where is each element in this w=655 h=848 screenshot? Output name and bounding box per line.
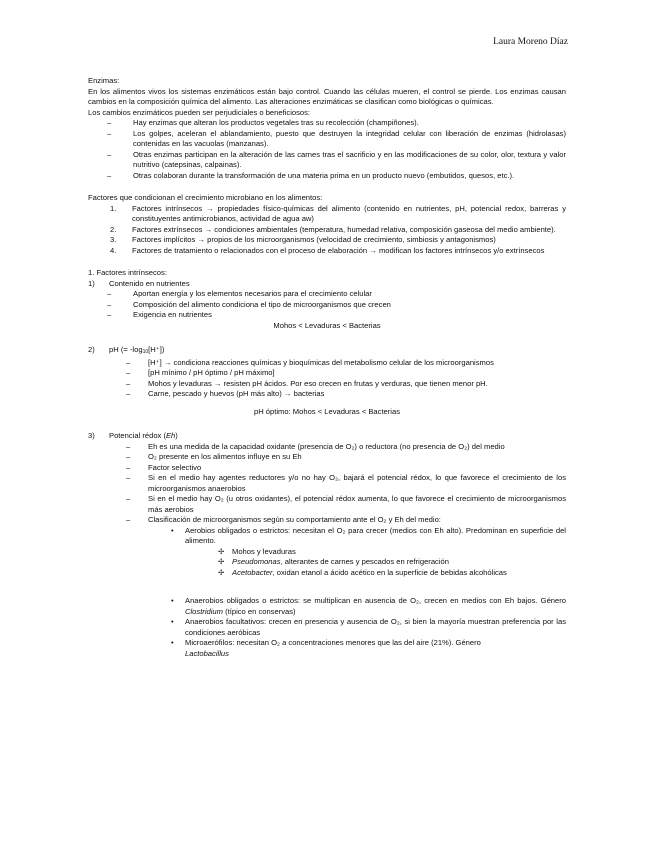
list-item: – Otras colaboran durante la transformación de una materia prima en un producto nuevo (embutidos, quesos, etc.).	[107, 170, 515, 180]
enzimas-list	[88, 118, 566, 181]
list-item: ✢ Pseudomonas, alterantes de carnes y pescados en refrigeración	[218, 557, 449, 566]
list-item: – Otras enzimas participan en la alteración de las carnes tras el sacrificio y en las modificaciones de su color, olor, textura y valor nutritivo (catepsinas, calpainas).	[107, 149, 566, 169]
list-item: – Mohos y levaduras → resisten pH ácidos. Por eso crecen en frutas y verduras, que tienen menor pH.	[126, 378, 488, 388]
list-item: – Si en el medio hay agentes reductores y/o no hay O₂, bajará el potencial rédox, lo que favorece el crecimiento de los microorganismos anaerobios	[126, 473, 566, 493]
enzimas-title: Enzimas:	[88, 76, 120, 85]
list-item: – Eh es una medida de la capacidad oxidante (presencia de O₂) o reductora (no presencia de O₂) del medio	[126, 441, 505, 451]
list-item: – [pH mínimo / pH óptimo / pH máximo]	[126, 368, 275, 377]
section-contenido: 1) Contenido en nutrientes	[88, 278, 190, 288]
list-item: 1. Factores intrínsecos → propiedades físico-químicas del alimento (contenido en nutrientes, pH, potencial redox, barreras y constituyentes antimicrobianos, actividad de agua aw)	[110, 203, 566, 223]
enzimas-lead: Los cambios enzimáticos pueden ser perjudiciales o beneficiosos:	[88, 107, 311, 117]
list-item: • Anaerobios facultativos: crecen en presencia y ausencia de O₂, si bien la mayoría muestran preferencia por las condiciones aeróbicas	[171, 617, 566, 637]
nutrientes-order: Mohos < Levaduras < Bacterias	[273, 320, 381, 330]
enzimas-paragraph: En los alimentos vivos los sistemas enzimáticos están bajo control. Cuando las células mueren, el control se pierde. Los enzimas causan cambios en la composición química del alimento. Las alteraciones enzimáticas se clasifican como biológicas o químicas.	[88, 86, 566, 106]
list-item: • Microaerófilos: necesitan O₂ a concentraciones menores que las del aire (21%). Género Lactobacillus	[171, 638, 481, 658]
list-item: – Hay enzimas que alteran los productos vegetales tras su recolección (champiñones).	[107, 118, 419, 127]
list-item: ✢ Acetobacter, oxidan etanol a ácido acético en la superficie de bebidas alcohólicas	[218, 567, 507, 577]
list-item: – [H⁺] → condiciona reacciones químicas y bioquímicas del metabolismo celular de los microorganismos	[126, 357, 494, 367]
list-item: 3. Factores implícitos → propios de los microorganismos (velocidad de crecimiento, simbiosis y antagonismos)	[110, 235, 496, 244]
list-item: • Aerobios obligados o estrictos: necesitan el O₂ para crecer (medios con Eh alto). Predominan en superficie del alimento.	[171, 525, 566, 545]
list-item: – Carne, pescado y huevos (pH más alto) → bacterias	[126, 389, 325, 398]
section-ph: 2) pH (= $-\log_{10}[H^+]$)	[88, 345, 165, 355]
list-item: 4. Factores de tratamiento o relacionados con el proceso de elaboración → modifican los factores intrínsecos y/o extrínsecos	[110, 245, 545, 255]
list-item: – Composición del alimento condiciona el tipo de microorganismos que crecen	[107, 299, 391, 309]
list-item: – Exigencia en nutrientes	[107, 310, 212, 319]
ph-order: pH óptimo: Mohos < Levaduras < Bacterias	[253, 406, 401, 416]
list-item: – Clasificación de microorganismos según su comportamiento ante el O₂ y Eh del medio:	[126, 515, 441, 524]
list-item: ✢ Mohos y levaduras	[218, 546, 296, 556]
factores-title: Factores que condicionan el crecimiento microbiano en los alimentos:	[88, 193, 323, 202]
list-item: – Aportan energía y los elementos necesarios para el crecimiento celular	[107, 289, 372, 298]
list-item: • Anaerobios obligados o estrictos: se multiplican en ausencia de O₂, crecen en medios con Eh bajos. Género Clostridium (típico en conservas)	[171, 596, 566, 616]
intrinsecos-title: 1. Factores intrínsecos:	[88, 268, 167, 277]
list-item: – Los golpes, aceleran el ablandamiento, puesto que destruyen la integridad celular con liberación de enzimas (hidrolasas) contenidas en las vacuolas (manzanas).	[107, 128, 566, 148]
list-item: 2. Factores extrínsecos → condiciones ambientales (temperatura, humedad relativa, composición gaseosa del medio ambiente).	[110, 224, 556, 234]
section-redox: 3) Potencial rédox (Eh)	[88, 431, 178, 440]
list-item: – Si en el medio hay O₂ (u otros oxidantes), el potencial rédox aumenta, lo que favorece el crecimiento de microorganismos más aerobios	[126, 494, 566, 514]
factores-list	[88, 204, 566, 257]
document-body	[88, 76, 566, 659]
author-name: Laura Moreno Díaz	[493, 37, 568, 47]
list-item: – Factor selectivo	[126, 462, 202, 472]
list-item: – O₂ presente en los alimentos influye en su Eh	[126, 452, 302, 461]
